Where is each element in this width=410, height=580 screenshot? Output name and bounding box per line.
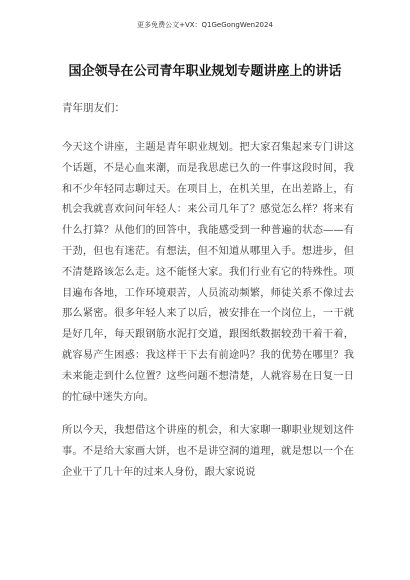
header-note: 更多免费公文+VX：Q1GeGongWen2024 [137, 21, 273, 29]
salutation: 青年朋友们： [62, 102, 125, 114]
body-paragraph-1: 今天这个讲座，主题是青年职业规划。把大家召集起来专门讲这个话题，不是心血来潮，而是我思虑已久的一件事这段时间，我和不少年轻同志聊过天。在项目上，在机关里，在出差路上，有机会我就喜欢问问年轻人：来公司几年了？感觉怎么样？将来有什么打算？从他们的回答中，我能感受到一种普遍的状态——有干劲，但也有迷茫。有想法，但不知道从哪里入手。想进步，但不清楚路该怎么走。这不能怪大家。我们行业有它的特殊性。项目遍布各地，工作环境艰苦，人员流动频繁，师徒关系不像过去那么紧密。很多年轻人来了以后，被安排在一个岗位上，一干就是好几年，每天跟钢筋水泥打交道，跟图纸数据较劲干着干着，就容易产生困惑：我这样干下去有前途吗？我的优势在哪里？我未来能走到什么位置？这些问题不想清楚，人就容易在日复一日的忙碌中迷失方向。 [62, 142, 354, 403]
body-paragraph-2: 所以今天，我想借这个讲座的机会，和大家聊一聊职业规划这件事。不是给大家画大饼，也不是讲空洞的道理，就是想以一个在企业干了几十年的过来人身份，跟大家说说 [62, 425, 354, 478]
document-title: 国企领导在公司青年职业规划专题讲座上的讲话 [68, 64, 342, 79]
